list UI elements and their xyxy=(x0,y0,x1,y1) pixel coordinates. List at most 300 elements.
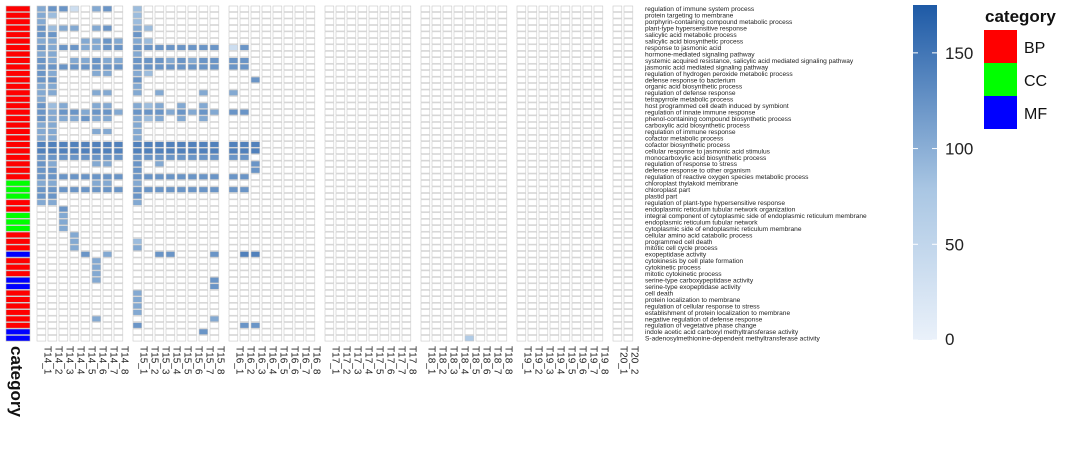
heatmap-cell xyxy=(465,264,474,270)
heatmap-cell xyxy=(517,64,526,70)
heatmap-cell xyxy=(336,174,345,180)
heatmap-cell xyxy=(380,284,389,290)
heatmap-cell xyxy=(199,71,208,77)
heatmap-cell xyxy=(517,103,526,109)
heatmap-cell xyxy=(133,174,142,180)
heatmap-cell xyxy=(177,335,186,341)
heatmap-cell xyxy=(70,180,79,186)
heatmap-cell xyxy=(306,219,315,225)
column-labels xyxy=(41,346,639,375)
category-cell-bp xyxy=(6,258,30,264)
row-label: regulation of innate immune response xyxy=(645,109,756,117)
heatmap-cell xyxy=(325,45,334,51)
heatmap-cell xyxy=(583,64,592,70)
heatmap-cell xyxy=(487,174,496,180)
heatmap-cell xyxy=(347,135,356,141)
heatmap-cell xyxy=(391,200,400,206)
heatmap-cell xyxy=(465,135,474,141)
heatmap-cell xyxy=(613,45,622,51)
legend-label-cc: CC xyxy=(1024,73,1048,90)
heatmap-cell xyxy=(391,116,400,122)
heatmap-cell xyxy=(539,264,548,270)
heatmap-cell xyxy=(443,174,452,180)
heatmap-cell xyxy=(144,316,153,322)
heatmap-cell xyxy=(583,200,592,206)
heatmap-cell xyxy=(336,303,345,309)
heatmap-cell xyxy=(92,335,101,341)
heatmap-cell xyxy=(476,135,485,141)
heatmap-cell xyxy=(306,77,315,83)
heatmap-cell xyxy=(81,174,90,180)
heatmap-cell xyxy=(336,84,345,90)
heatmap-cell xyxy=(550,71,559,77)
heatmap-cell xyxy=(295,77,304,83)
heatmap-cell xyxy=(262,206,271,212)
heatmap-cell xyxy=(177,277,186,283)
heatmap-cell xyxy=(613,58,622,64)
heatmap-cell xyxy=(336,180,345,186)
column-label: T18_2 xyxy=(436,346,448,375)
heatmap-cell xyxy=(306,316,315,322)
heatmap-cell xyxy=(37,290,46,296)
row-label: programmed cell death xyxy=(645,238,713,246)
heatmap-cell xyxy=(92,316,101,322)
heatmap-cell xyxy=(306,122,315,128)
heatmap-cell xyxy=(380,116,389,122)
heatmap-cell xyxy=(251,206,260,212)
heatmap-cell xyxy=(70,303,79,309)
heatmap-cell xyxy=(443,232,452,238)
heatmap-cell xyxy=(594,103,603,109)
heatmap-cell xyxy=(229,135,238,141)
heatmap-cell xyxy=(144,193,153,199)
heatmap-cell xyxy=(336,135,345,141)
heatmap-cell xyxy=(284,200,293,206)
heatmap-cell xyxy=(114,290,123,296)
heatmap-cell xyxy=(103,193,112,199)
heatmap-cell xyxy=(528,64,537,70)
heatmap-cell xyxy=(528,142,537,148)
category-legend xyxy=(984,7,1056,129)
heatmap-cell xyxy=(229,335,238,341)
heatmap-cell xyxy=(624,206,633,212)
heatmap-cell xyxy=(336,245,345,251)
heatmap-cell xyxy=(528,19,537,25)
heatmap-cell xyxy=(347,310,356,316)
heatmap-cell xyxy=(561,168,570,174)
heatmap-cell xyxy=(539,335,548,341)
heatmap-cell xyxy=(391,180,400,186)
heatmap-cell xyxy=(613,32,622,38)
heatmap-cell xyxy=(487,12,496,18)
heatmap-cell xyxy=(539,51,548,57)
heatmap-cell xyxy=(391,226,400,232)
heatmap-cell xyxy=(336,335,345,341)
heatmap-cell xyxy=(347,12,356,18)
heatmap-cell xyxy=(295,109,304,115)
heatmap-cell xyxy=(325,316,334,322)
heatmap-cell xyxy=(81,232,90,238)
heatmap-cell xyxy=(240,174,249,180)
heatmap-cell xyxy=(432,245,441,251)
heatmap-cell xyxy=(432,219,441,225)
heatmap-cell xyxy=(454,109,463,115)
heatmap-cell xyxy=(284,239,293,245)
heatmap-cell xyxy=(476,277,485,283)
heatmap-cell xyxy=(48,187,57,193)
heatmap-cell xyxy=(572,71,581,77)
column-label: T19_1 xyxy=(521,346,533,375)
heatmap-cell xyxy=(583,180,592,186)
heatmap-cell xyxy=(528,129,537,135)
heatmap-cell xyxy=(498,226,507,232)
heatmap-cell xyxy=(402,19,411,25)
heatmap-cell xyxy=(347,96,356,102)
category-cell-bp xyxy=(6,155,30,161)
heatmap-cell xyxy=(336,200,345,206)
heatmap-cell xyxy=(539,161,548,167)
row-label: exopeptidase activity xyxy=(645,251,707,259)
heatmap-cell xyxy=(144,168,153,174)
heatmap-cell xyxy=(498,284,507,290)
heatmap-cell xyxy=(476,6,485,12)
heatmap-cell xyxy=(295,71,304,77)
heatmap-cell xyxy=(402,219,411,225)
heatmap-cell xyxy=(402,290,411,296)
heatmap-cell xyxy=(594,193,603,199)
heatmap-cell xyxy=(114,129,123,135)
heatmap-cell xyxy=(613,109,622,115)
heatmap-cell xyxy=(199,6,208,12)
heatmap-cell xyxy=(70,168,79,174)
heatmap-cell xyxy=(262,12,271,18)
heatmap-cell xyxy=(70,51,79,57)
heatmap-cell xyxy=(402,277,411,283)
heatmap-cell xyxy=(369,219,378,225)
heatmap-cell xyxy=(188,245,197,251)
heatmap-cell xyxy=(262,297,271,303)
heatmap-cell xyxy=(103,6,112,12)
heatmap-cell xyxy=(380,19,389,25)
heatmap-cell xyxy=(48,323,57,329)
heatmap-cell xyxy=(550,122,559,128)
heatmap-cell xyxy=(103,32,112,38)
heatmap-cell xyxy=(48,103,57,109)
heatmap-cell xyxy=(37,335,46,341)
heatmap-cell xyxy=(273,264,282,270)
heatmap-cell xyxy=(613,51,622,57)
heatmap-cell xyxy=(144,135,153,141)
heatmap-cell xyxy=(613,329,622,335)
heatmap-cell xyxy=(103,187,112,193)
heatmap-cell xyxy=(498,323,507,329)
heatmap-cell xyxy=(240,58,249,64)
heatmap-cell xyxy=(498,310,507,316)
heatmap-cell xyxy=(454,316,463,322)
heatmap-cell xyxy=(594,38,603,44)
heatmap-cell xyxy=(517,335,526,341)
heatmap-cell xyxy=(103,284,112,290)
heatmap-cell xyxy=(188,103,197,109)
heatmap-cell xyxy=(465,142,474,148)
heatmap-cell xyxy=(347,284,356,290)
heatmap-cell xyxy=(624,32,633,38)
heatmap-cell xyxy=(391,122,400,128)
heatmap-cell xyxy=(273,45,282,51)
heatmap-cell xyxy=(336,219,345,225)
heatmap-cell xyxy=(229,277,238,283)
heatmap-cell xyxy=(103,135,112,141)
heatmap-cell xyxy=(306,90,315,96)
heatmap-cell xyxy=(539,271,548,277)
heatmap-cell xyxy=(92,297,101,303)
heatmap-cell xyxy=(369,45,378,51)
heatmap-cell xyxy=(517,129,526,135)
heatmap-cell xyxy=(284,84,293,90)
heatmap-cell xyxy=(517,58,526,64)
heatmap-cell xyxy=(347,264,356,270)
heatmap-cell xyxy=(59,71,68,77)
heatmap-cell xyxy=(421,258,430,264)
column-label: T14_4 xyxy=(74,346,86,375)
heatmap-cell xyxy=(487,193,496,199)
heatmap-cell xyxy=(144,277,153,283)
heatmap-cell xyxy=(465,219,474,225)
column-label: T16_3 xyxy=(255,346,267,375)
heatmap-cell xyxy=(306,161,315,167)
heatmap-cell xyxy=(391,297,400,303)
heatmap-cell xyxy=(517,264,526,270)
heatmap-cell xyxy=(188,193,197,199)
heatmap-cell xyxy=(347,77,356,83)
heatmap-cell xyxy=(583,264,592,270)
heatmap-cell xyxy=(476,232,485,238)
heatmap-cell xyxy=(594,45,603,51)
heatmap-cell xyxy=(229,310,238,316)
heatmap-cell xyxy=(443,161,452,167)
heatmap-cell xyxy=(229,38,238,44)
heatmap-cell xyxy=(380,251,389,257)
heatmap-cell xyxy=(240,193,249,199)
heatmap-cell xyxy=(210,122,219,128)
heatmap-cell xyxy=(347,6,356,12)
heatmap-cell xyxy=(613,316,622,322)
heatmap-cell xyxy=(517,310,526,316)
heatmap-cell xyxy=(613,168,622,174)
heatmap-cell xyxy=(240,316,249,322)
heatmap-cell xyxy=(613,90,622,96)
heatmap-cell xyxy=(306,271,315,277)
row-label: regulation of response to stress xyxy=(645,161,737,169)
heatmap-cell xyxy=(487,258,496,264)
heatmap-cell xyxy=(59,77,68,83)
heatmap-cell xyxy=(380,32,389,38)
heatmap-cell xyxy=(229,174,238,180)
heatmap-cell xyxy=(199,45,208,51)
heatmap-cell xyxy=(561,129,570,135)
heatmap-cell xyxy=(583,155,592,161)
heatmap-cell xyxy=(92,25,101,31)
heatmap-cell xyxy=(284,45,293,51)
heatmap-cell xyxy=(454,323,463,329)
heatmap-cell xyxy=(37,148,46,154)
heatmap-cell xyxy=(37,64,46,70)
heatmap-cell xyxy=(133,329,142,335)
heatmap-cell xyxy=(273,161,282,167)
heatmap-cell xyxy=(155,213,164,219)
heatmap-cell xyxy=(465,323,474,329)
heatmap-cell xyxy=(92,12,101,18)
heatmap-cell xyxy=(114,168,123,174)
category-cell-bp xyxy=(6,77,30,83)
heatmap-cell xyxy=(240,122,249,128)
heatmap-cell xyxy=(550,329,559,335)
heatmap-cell xyxy=(295,187,304,193)
heatmap-cell xyxy=(114,155,123,161)
heatmap-cell xyxy=(155,187,164,193)
heatmap-cell xyxy=(347,90,356,96)
heatmap-cell xyxy=(103,297,112,303)
row-label: cytoplasmic side of endoplasmic reticulum membrane xyxy=(645,225,802,233)
heatmap-cell xyxy=(155,303,164,309)
heatmap-cell xyxy=(114,148,123,154)
heatmap-cell xyxy=(59,310,68,316)
heatmap-cell xyxy=(487,329,496,335)
heatmap-cell xyxy=(59,84,68,90)
heatmap-cell xyxy=(103,271,112,277)
heatmap-cell xyxy=(284,284,293,290)
heatmap-cell xyxy=(347,84,356,90)
legend-swatch-bp xyxy=(984,30,1017,63)
heatmap-cell xyxy=(103,180,112,186)
heatmap-cell xyxy=(48,32,57,38)
heatmap-cell xyxy=(358,239,367,245)
heatmap-cell xyxy=(199,148,208,154)
heatmap-cell xyxy=(325,239,334,245)
heatmap-cell xyxy=(210,310,219,316)
heatmap-cell xyxy=(48,219,57,225)
heatmap-cell xyxy=(561,38,570,44)
heatmap-cell xyxy=(81,251,90,257)
heatmap-cell xyxy=(624,45,633,51)
heatmap-cell xyxy=(550,226,559,232)
heatmap-cell xyxy=(583,232,592,238)
heatmap-cell xyxy=(133,193,142,199)
heatmap-cell xyxy=(613,155,622,161)
heatmap-cell xyxy=(594,180,603,186)
heatmap-cell xyxy=(59,142,68,148)
heatmap-cell xyxy=(251,45,260,51)
heatmap-cell xyxy=(528,180,537,186)
category-cell-bp xyxy=(6,239,30,245)
heatmap-cell xyxy=(306,116,315,122)
heatmap-cell xyxy=(295,122,304,128)
heatmap-cell xyxy=(155,264,164,270)
heatmap-cell xyxy=(498,77,507,83)
heatmap-cell xyxy=(391,193,400,199)
heatmap-cell xyxy=(369,71,378,77)
heatmap-cell xyxy=(465,6,474,12)
heatmap-cell xyxy=(48,71,57,77)
heatmap-cell xyxy=(624,19,633,25)
heatmap-cell xyxy=(92,51,101,57)
heatmap-cell xyxy=(347,116,356,122)
heatmap-cell xyxy=(572,193,581,199)
row-label: mitotic cell cycle process xyxy=(645,245,718,253)
heatmap-cell xyxy=(144,19,153,25)
row-label: chloroplast thylakoid membrane xyxy=(645,180,739,188)
heatmap-cell xyxy=(498,19,507,25)
heatmap-cell xyxy=(454,103,463,109)
heatmap-cell xyxy=(199,129,208,135)
heatmap-cell xyxy=(103,303,112,309)
heatmap-cell xyxy=(188,226,197,232)
category-cell-bp xyxy=(6,90,30,96)
heatmap-cell xyxy=(199,310,208,316)
category-cell-bp xyxy=(6,51,30,57)
heatmap-cell xyxy=(476,264,485,270)
heatmap-cell xyxy=(37,32,46,38)
heatmap-cell xyxy=(517,174,526,180)
heatmap-cell xyxy=(624,213,633,219)
heatmap-cell xyxy=(114,96,123,102)
heatmap-cell xyxy=(273,6,282,12)
heatmap-cell xyxy=(325,310,334,316)
heatmap-cell xyxy=(402,90,411,96)
heatmap-cell xyxy=(166,245,175,251)
heatmap-cell xyxy=(188,142,197,148)
scale-tick-label: 0 xyxy=(945,330,955,349)
heatmap-cell xyxy=(325,258,334,264)
heatmap-cell xyxy=(358,323,367,329)
heatmap-cell xyxy=(144,103,153,109)
heatmap-cell xyxy=(528,239,537,245)
heatmap-cell xyxy=(284,251,293,257)
heatmap-cell xyxy=(306,226,315,232)
heatmap-cell xyxy=(369,277,378,283)
heatmap-cell xyxy=(92,103,101,109)
heatmap-cell xyxy=(476,187,485,193)
heatmap-cell xyxy=(347,168,356,174)
heatmap-cell xyxy=(81,135,90,141)
heatmap-cell xyxy=(421,122,430,128)
heatmap-cell xyxy=(454,38,463,44)
heatmap-cell xyxy=(624,290,633,296)
heatmap-cell xyxy=(443,264,452,270)
heatmap-cell xyxy=(432,129,441,135)
heatmap-cell xyxy=(421,329,430,335)
heatmap-cell xyxy=(421,12,430,18)
heatmap-cell xyxy=(114,310,123,316)
heatmap-cell xyxy=(465,200,474,206)
heatmap-cell xyxy=(561,335,570,341)
heatmap-cell xyxy=(539,135,548,141)
heatmap-cell xyxy=(539,90,548,96)
heatmap-cell xyxy=(465,155,474,161)
heatmap-cell xyxy=(199,103,208,109)
heatmap-cell xyxy=(432,316,441,322)
heatmap-cell xyxy=(528,323,537,329)
heatmap-cell xyxy=(380,323,389,329)
heatmap-cell xyxy=(325,58,334,64)
heatmap-cell xyxy=(561,213,570,219)
heatmap-cell xyxy=(358,12,367,18)
heatmap-cell xyxy=(210,180,219,186)
heatmap-cell xyxy=(402,142,411,148)
heatmap-cell xyxy=(572,335,581,341)
heatmap-cell xyxy=(155,206,164,212)
heatmap-cell xyxy=(295,271,304,277)
